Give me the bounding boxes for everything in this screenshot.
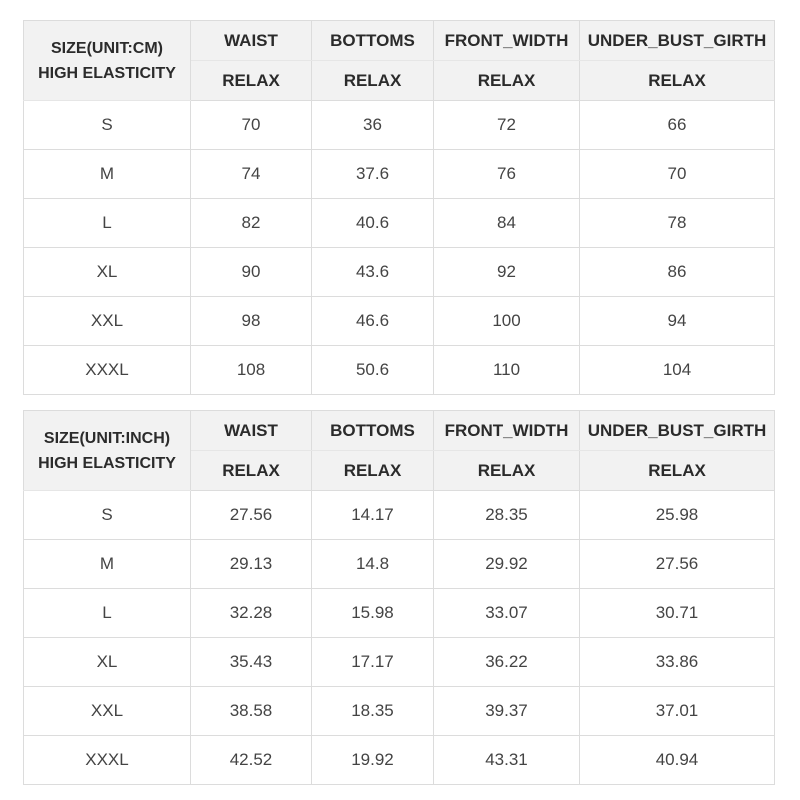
bottoms-cell: 40.6 — [312, 199, 434, 248]
table-row — [24, 101, 775, 150]
subheader-relax: RELAX — [191, 451, 312, 491]
size-cell: L — [24, 589, 191, 638]
under-bust-girth-cell: 25.98 — [580, 491, 775, 540]
column-header-front-width: FRONT_WIDTH — [434, 411, 580, 451]
under-bust-girth-cell: 70 — [580, 150, 775, 199]
bottoms-cell: 50.6 — [312, 346, 434, 395]
bottoms-cell: 43.6 — [312, 248, 434, 297]
table-row — [24, 736, 775, 785]
column-header-waist: WAIST — [191, 411, 312, 451]
under-bust-girth-cell: 66 — [580, 101, 775, 150]
front-width-cell: 33.07 — [434, 589, 580, 638]
subheader-relax: RELAX — [191, 61, 312, 101]
subheader-relax: RELAX — [312, 451, 434, 491]
size-cell: S — [24, 101, 191, 150]
table-row — [24, 491, 775, 540]
front-width-cell: 76 — [434, 150, 580, 199]
bottoms-cell: 14.8 — [312, 540, 434, 589]
column-header-under-bust-girth: UNDER_BUST_GIRTH — [580, 411, 775, 451]
size-cell: XL — [24, 248, 191, 297]
table-row — [24, 638, 775, 687]
waist-cell: 108 — [191, 346, 312, 395]
size-cell: XXXL — [24, 736, 191, 785]
size-cell: M — [24, 540, 191, 589]
size-cell: L — [24, 199, 191, 248]
size-unit-header — [24, 411, 191, 491]
waist-cell: 35.43 — [191, 638, 312, 687]
waist-cell: 27.56 — [191, 491, 312, 540]
waist-cell: 82 — [191, 199, 312, 248]
bottoms-cell: 18.35 — [312, 687, 434, 736]
size-cell: M — [24, 150, 191, 199]
size-cell: XL — [24, 638, 191, 687]
waist-cell: 90 — [191, 248, 312, 297]
column-header-front-width: FRONT_WIDTH — [434, 21, 580, 61]
table-row — [24, 589, 775, 638]
column-header-bottoms: BOTTOMS — [312, 411, 434, 451]
size-cell: XXXL — [24, 346, 191, 395]
unit-label: SIZE(UNIT:INCH) — [43, 429, 171, 447]
under-bust-girth-cell: 40.94 — [580, 736, 775, 785]
under-bust-girth-cell: 33.86 — [580, 638, 775, 687]
front-width-cell: 92 — [434, 248, 580, 297]
subheader-relax: RELAX — [434, 451, 580, 491]
table-row — [24, 297, 775, 346]
front-width-cell: 39.37 — [434, 687, 580, 736]
table-row — [24, 199, 775, 248]
size-chart-cm-table — [23, 20, 775, 395]
table-row — [24, 540, 775, 589]
header-row — [24, 411, 775, 451]
waist-cell: 42.52 — [191, 736, 312, 785]
table-row — [24, 150, 775, 199]
waist-cell: 70 — [191, 101, 312, 150]
waist-cell: 98 — [191, 297, 312, 346]
under-bust-girth-cell: 94 — [580, 297, 775, 346]
column-header-bottoms: BOTTOMS — [312, 21, 434, 61]
under-bust-girth-cell: 27.56 — [580, 540, 775, 589]
column-header-waist: WAIST — [191, 21, 312, 61]
size-chart-inch-table — [23, 410, 775, 785]
size-cell: XXL — [24, 297, 191, 346]
under-bust-girth-cell: 37.01 — [580, 687, 775, 736]
front-width-cell: 28.35 — [434, 491, 580, 540]
size-unit-header — [24, 21, 191, 101]
under-bust-girth-cell: 30.71 — [580, 589, 775, 638]
unit-label: SIZE(UNIT:CM) — [51, 39, 163, 57]
under-bust-girth-cell: 86 — [580, 248, 775, 297]
front-width-cell: 84 — [434, 199, 580, 248]
under-bust-girth-cell: 104 — [580, 346, 775, 395]
front-width-cell: 36.22 — [434, 638, 580, 687]
column-header-under-bust-girth: UNDER_BUST_GIRTH — [580, 21, 775, 61]
front-width-cell: 29.92 — [434, 540, 580, 589]
bottoms-cell: 15.98 — [312, 589, 434, 638]
waist-cell: 32.28 — [191, 589, 312, 638]
elasticity-label: HIGH ELASTICITY — [38, 64, 176, 82]
front-width-cell: 100 — [434, 297, 580, 346]
bottoms-cell: 14.17 — [312, 491, 434, 540]
table-row — [24, 248, 775, 297]
subheader-relax: RELAX — [580, 451, 775, 491]
size-cell: XXL — [24, 687, 191, 736]
waist-cell: 29.13 — [191, 540, 312, 589]
under-bust-girth-cell: 78 — [580, 199, 775, 248]
table-row — [24, 346, 775, 395]
subheader-relax: RELAX — [434, 61, 580, 101]
subheader-relax: RELAX — [580, 61, 775, 101]
bottoms-cell: 46.6 — [312, 297, 434, 346]
header-row — [24, 21, 775, 61]
front-width-cell: 110 — [434, 346, 580, 395]
elasticity-label: HIGH ELASTICITY — [38, 454, 176, 472]
waist-cell: 38.58 — [191, 687, 312, 736]
table-row — [24, 687, 775, 736]
subheader-relax: RELAX — [312, 61, 434, 101]
bottoms-cell: 36 — [312, 101, 434, 150]
waist-cell: 74 — [191, 150, 312, 199]
bottoms-cell: 19.92 — [312, 736, 434, 785]
size-cell: S — [24, 491, 191, 540]
front-width-cell: 43.31 — [434, 736, 580, 785]
front-width-cell: 72 — [434, 101, 580, 150]
bottoms-cell: 37.6 — [312, 150, 434, 199]
bottoms-cell: 17.17 — [312, 638, 434, 687]
